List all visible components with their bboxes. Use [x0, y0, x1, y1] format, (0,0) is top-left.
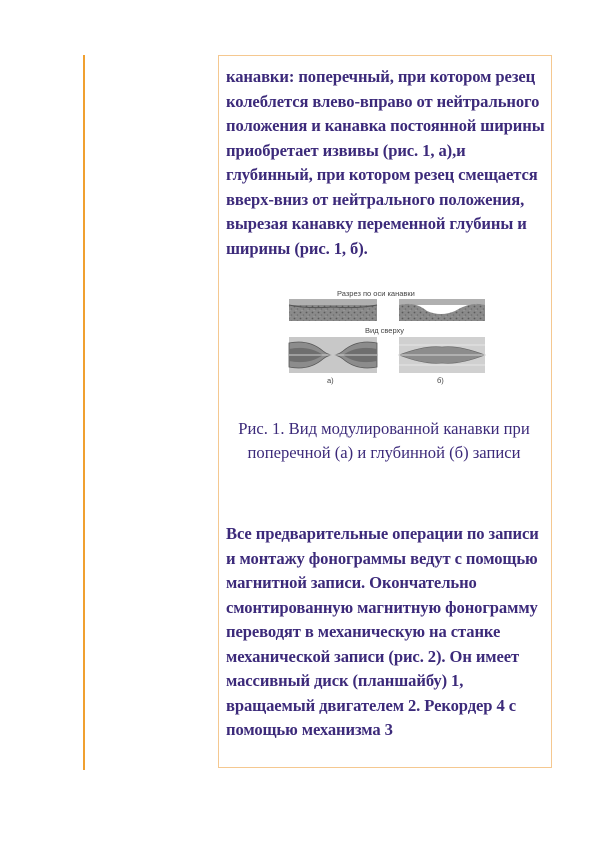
- modulated-groove-illustration: [287, 287, 487, 395]
- label-top-view: Вид сверху: [365, 326, 405, 335]
- paragraph-1: канавки: поперечный, при котором резец колеблется влево-вправо от нейтрального положения и канавка постоянной ширины приобретает извивы (рис. 1, а),и глубинный, при котором резец смещается вверх-вниз от нейтрального положения, вырезая канавку переменной глубины и ширины (рис. 1, б).: [226, 67, 545, 258]
- paragraph-2: Все предварительные операции по записи и монтажу фонограммы ведут с помощью магнитной записи. Окончательно смонтированную магнитную фонограмму переводят в механическую на станке механической записи (рис. 2). Он имеет массивный диск (планшайбу) 1, вращаемый двигателем 2. Рекордер 4 с помощью механизма 3: [226, 524, 539, 739]
- section-view-b: [399, 299, 485, 321]
- label-section: Разрез по оси канавки: [337, 289, 415, 298]
- label-b: б): [437, 376, 444, 385]
- left-accent-rule: [83, 55, 85, 770]
- top-view-a: [289, 337, 377, 373]
- content-box: [218, 55, 552, 768]
- top-view-b: [399, 337, 485, 373]
- section-view-a: [289, 299, 377, 321]
- label-a: а): [327, 376, 334, 385]
- figure-1: [287, 287, 487, 395]
- figure-caption: Рис. 1. Вид модулированной канавки при поперечной (а) и глубинной (б) записи: [238, 418, 530, 463]
